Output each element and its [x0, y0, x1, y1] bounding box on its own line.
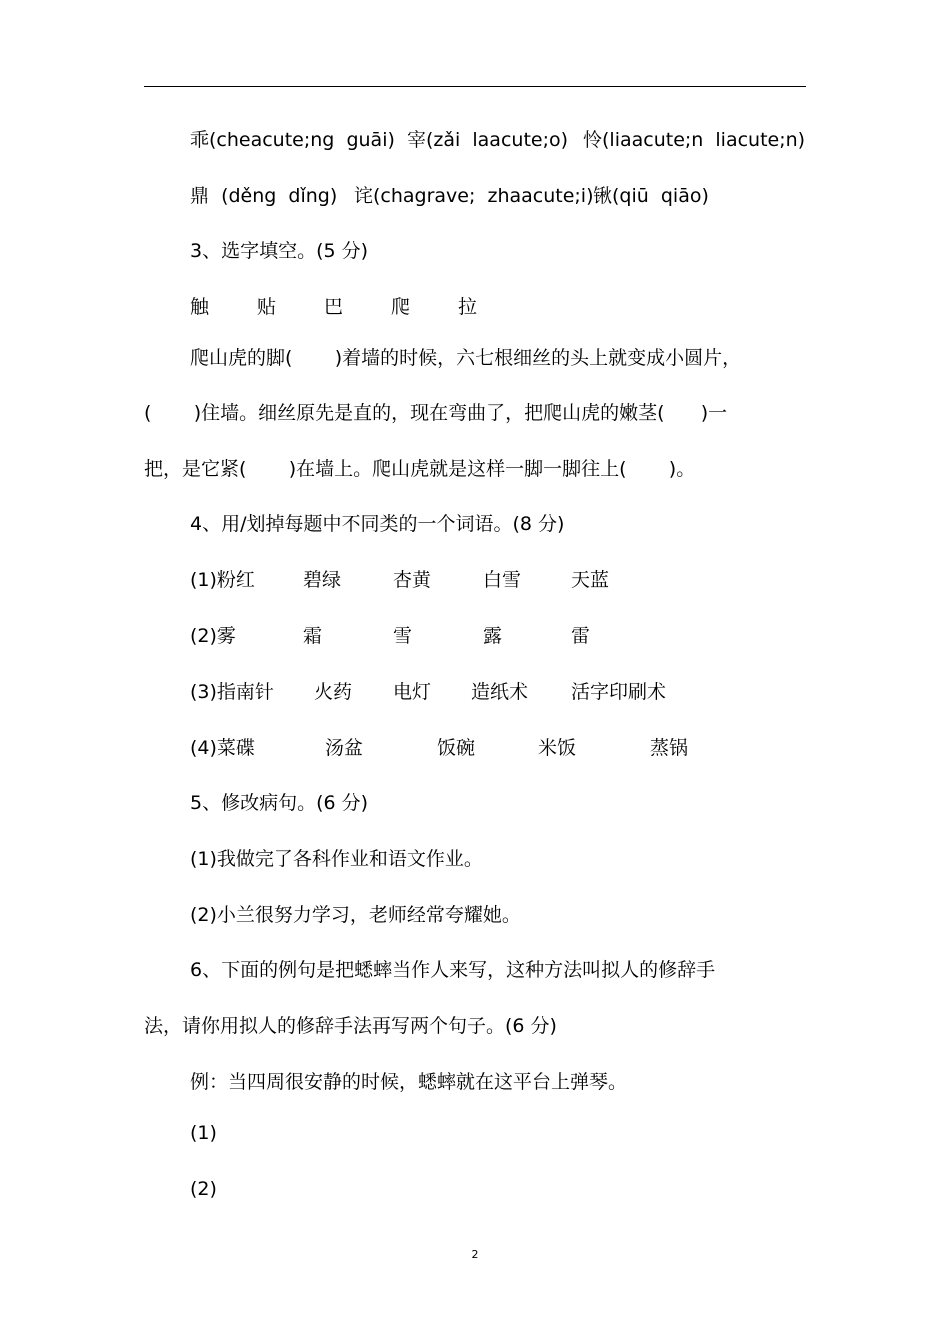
word: 碧绿 — [303, 569, 342, 591]
pinyin-item: 宰(zǎi laacute;o) — [407, 129, 569, 151]
page-number: 2 — [471, 1248, 479, 1261]
q3-passage-line: ( )住墙。细丝原先是直的，现在弯曲了，把爬山虎的嫩茎( )一 — [144, 402, 728, 424]
q3-passage-line: 把，是它紧( )在墙上。爬山虎就是这样一脚一脚往上( )。 — [144, 458, 696, 480]
choice-char: 触 — [190, 296, 210, 318]
word: 活字印刷术 — [571, 681, 667, 703]
q5-item: (2)小兰很努力学习，老师经常夸耀她。 — [190, 904, 521, 926]
q3-passage-line: 爬山虎的脚( )着墙的时候，六七根细丝的头上就变成小圆片， — [190, 347, 742, 369]
word: (1)粉红 — [190, 569, 255, 591]
word: 雪 — [393, 625, 413, 647]
word: 蒸锅 — [650, 737, 689, 759]
choice-char: 巴 — [324, 296, 344, 318]
choice-char: 贴 — [257, 296, 277, 318]
question-5-title: 5、修改病句。(6 分) — [190, 792, 369, 814]
pinyin-row-1 — [190, 127, 806, 153]
choice-char: 爬 — [391, 296, 411, 318]
pinyin-item: 鼎 (děng dǐng) — [190, 185, 338, 207]
word: 汤盆 — [325, 737, 364, 759]
q4-group-row — [190, 567, 610, 593]
word: (2)雾 — [190, 625, 236, 647]
pinyin-item: 诧(chagrave; zhaacute;i) — [354, 185, 594, 207]
q5-item: (1)我做完了各科作业和语文作业。 — [190, 848, 483, 870]
q4-group-row — [190, 679, 667, 705]
pinyin-item: 乖(cheacute;ng guāi) — [190, 129, 395, 151]
pinyin-item: 怜(liaacute;n liacute;n) — [583, 129, 806, 151]
pinyin-item: 锹(qiū qiāo) — [593, 185, 709, 207]
q4-group-row — [190, 735, 689, 761]
q6-blank: (2) — [190, 1178, 217, 1200]
word: 米饭 — [538, 737, 577, 759]
word: 露 — [483, 625, 503, 647]
question-6-title-cont: 法，请你用拟人的修辞手法再写两个句子。(6 分) — [144, 1015, 557, 1037]
word: 杏黄 — [393, 569, 432, 591]
pinyin-row-2 — [190, 183, 709, 209]
word: 雷 — [571, 625, 591, 647]
q6-example: 例：当四周很安静的时候，蟋蟀就在这平台上弹琴。 — [190, 1071, 628, 1093]
question-4-title: 4、用/划掉每题中不同类的一个词语。(8 分) — [190, 513, 565, 535]
word: 饭碗 — [437, 737, 476, 759]
word: (4)菜碟 — [190, 737, 255, 759]
question-6-title: 6、下面的例句是把蟋蟀当作人来写，这种方法叫拟人的修辞手 — [190, 959, 716, 981]
word: 火药 — [314, 681, 353, 703]
q6-blank: (1) — [190, 1122, 217, 1144]
word: 天蓝 — [571, 569, 610, 591]
word: (3)指南针 — [190, 681, 274, 703]
word: 造纸术 — [471, 681, 529, 703]
q4-group-row — [190, 623, 591, 649]
header-rule — [144, 86, 806, 87]
q3-choice-row — [190, 294, 478, 320]
question-3-title: 3、选字填空。(5 分) — [190, 240, 369, 262]
word: 白雪 — [483, 569, 522, 591]
word: 霜 — [303, 625, 323, 647]
choice-char: 拉 — [458, 296, 478, 318]
word: 电灯 — [393, 681, 432, 703]
